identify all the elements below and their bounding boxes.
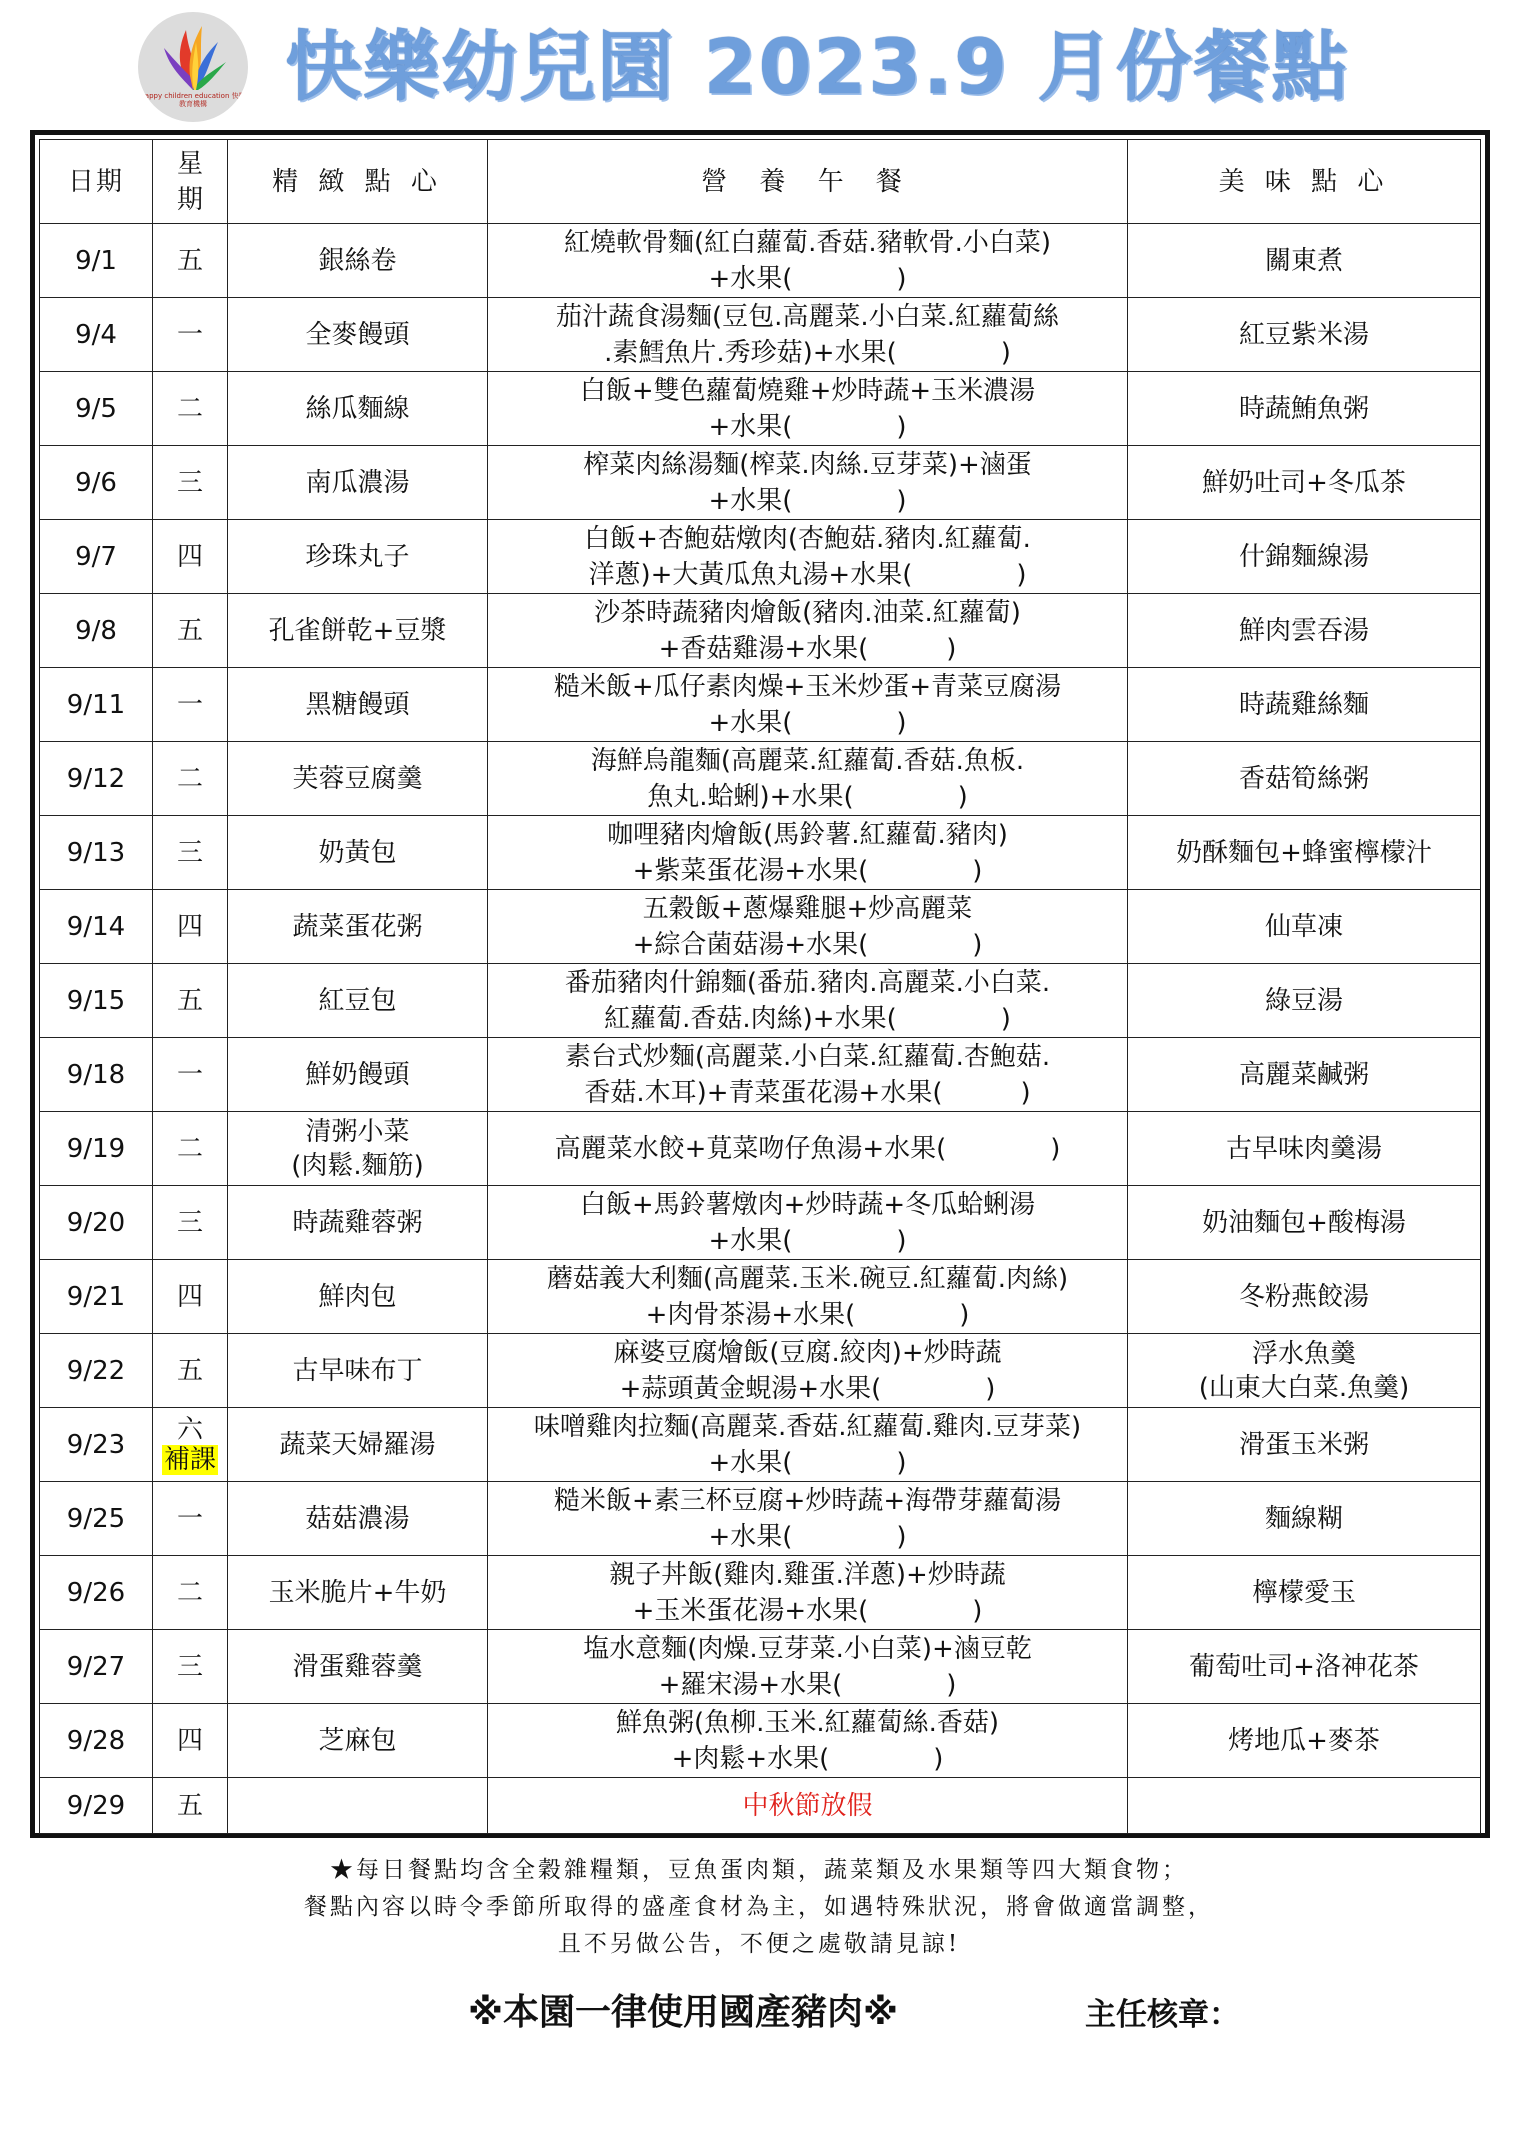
- snack2-cell: 仙草凍: [1128, 890, 1481, 964]
- snack1-cell: 滑蛋雞蓉羹: [228, 1630, 488, 1704]
- table-row: [40, 520, 1481, 594]
- snack2-cell: 關東煮: [1128, 224, 1481, 298]
- weekday-text: 一: [176, 319, 203, 350]
- date-cell: 9/11: [40, 668, 153, 742]
- date-cell: 9/15: [40, 964, 153, 1038]
- date-cell: 9/12: [40, 742, 153, 816]
- date-cell: 9/4: [40, 298, 153, 372]
- lunch-line: +水果( ): [708, 263, 907, 294]
- weekday-text: 四: [176, 1281, 203, 1312]
- logo-text: happy children education 快樂教育機構: [140, 92, 246, 108]
- weekday-cell: [153, 1260, 228, 1334]
- table-row: [40, 372, 1481, 446]
- weekday-cell: [153, 1186, 228, 1260]
- weekday-text: 四: [176, 541, 203, 572]
- weekday-cell: [153, 964, 228, 1038]
- weekday-text: 五: [176, 1790, 203, 1821]
- lunch-cell: [488, 1186, 1128, 1260]
- lunch-line: 白飯+雙色蘿蔔燒雞+炒時蔬+玉米濃湯: [579, 375, 1036, 406]
- header-date: 日期: [40, 140, 153, 224]
- snack1-cell: 時蔬雞蓉粥: [228, 1186, 488, 1260]
- lunch-cell: [488, 298, 1128, 372]
- header-snack1: 精 緻 點 心: [228, 140, 488, 224]
- snack2-cell: 奶油麵包+酸梅湯: [1128, 1186, 1481, 1260]
- snack1-cell: 菇菇濃湯: [228, 1482, 488, 1556]
- weekday-text: 二: [176, 393, 203, 424]
- lunch-cell: [488, 446, 1128, 520]
- menu-table: [39, 139, 1481, 1834]
- lunch-line: 糙米飯+素三杯豆腐+炒時蔬+海帶芽蘿蔔湯: [553, 1485, 1062, 1516]
- lunch-line: 蘑菇義大利麵(高麗菜.玉米.碗豆.紅蘿蔔.肉絲): [546, 1263, 1069, 1294]
- snack1-cell: 黑糖饅頭: [228, 668, 488, 742]
- lunch-cell: [488, 890, 1128, 964]
- weekday-cell: [153, 298, 228, 372]
- date-cell: 9/27: [40, 1630, 153, 1704]
- lunch-cell: [488, 1704, 1128, 1778]
- snack2-cell: 高麗菜鹹粥: [1128, 1038, 1481, 1112]
- lunch-line: 魚丸.蛤蜊)+水果( ): [647, 781, 968, 812]
- lunch-line: +水果( ): [708, 707, 907, 738]
- snack2-cell: 什錦麵線湯: [1128, 520, 1481, 594]
- date-cell: 9/22: [40, 1334, 153, 1408]
- lunch-line: 白飯+杏鮑菇燉肉(杏鮑菇.豬肉.紅蘿蔔.: [584, 523, 1031, 554]
- weekday-cell: [153, 224, 228, 298]
- lunch-cell: [488, 520, 1128, 594]
- date-cell: 9/20: [40, 1186, 153, 1260]
- date-cell: 9/8: [40, 594, 153, 668]
- snack2-cell: 時蔬鮪魚粥: [1128, 372, 1481, 446]
- lunch-line: 糙米飯+瓜仔素肉燥+玉米炒蛋+青菜豆腐湯: [553, 671, 1062, 702]
- snack1-cell: 古早味布丁: [228, 1334, 488, 1408]
- snack1-cell: [228, 1112, 488, 1186]
- lunch-cell: [488, 594, 1128, 668]
- lunch-line: +水果( ): [708, 485, 907, 516]
- lunch-line: +水果( ): [708, 411, 907, 442]
- date-cell: 9/19: [40, 1112, 153, 1186]
- table-header-row: [40, 140, 1481, 224]
- lunch-line: 素台式炒麵(高麗菜.小白菜.紅蘿蔔.杏鮑菇.: [564, 1041, 1051, 1072]
- weekday-text: 三: [176, 1651, 203, 1682]
- table-row: [40, 1260, 1481, 1334]
- lunch-line: 紅蘿蔔.香菇.肉絲)+水果( ): [604, 1003, 1011, 1034]
- note-line: ★每日餐點均含全穀雜糧類，豆魚蛋肉類，蔬菜類及水果類等四大類食物；: [330, 1857, 1188, 1883]
- snack1-cell: 絲瓜麵線: [228, 372, 488, 446]
- lunch-line: 榨菜肉絲湯麵(榨菜.肉絲.豆芽菜)+滷蛋: [583, 449, 1032, 480]
- lunch-cell: [488, 1556, 1128, 1630]
- director-stamp-label: 主任核章：: [1085, 1997, 1240, 2033]
- table-row: [40, 446, 1481, 520]
- lunch-cell: [488, 1408, 1128, 1482]
- lunch-line: +紫菜蛋花湯+水果( ): [632, 855, 983, 886]
- lunch-line: 五穀飯+蔥爆雞腿+炒高麗菜: [642, 893, 973, 924]
- weekday-text: 二: [176, 1133, 203, 1164]
- weekday-cell: [153, 1038, 228, 1112]
- weekday-cell: [153, 1778, 228, 1834]
- table-row: [40, 1112, 1481, 1186]
- snack1-line: 清粥小菜: [305, 1116, 410, 1147]
- weekday-cell: [153, 1112, 228, 1186]
- table-row: [40, 890, 1481, 964]
- weekday-cell: [153, 520, 228, 594]
- menu-body: [40, 224, 1481, 1834]
- snack2-cell: 鮮肉雲吞湯: [1128, 594, 1481, 668]
- snack1-cell: 奶黃包: [228, 816, 488, 890]
- snack2-cell: [1128, 1334, 1481, 1408]
- weekday-cell: [153, 668, 228, 742]
- date-cell: 9/1: [40, 224, 153, 298]
- snack2-cell: 紅豆紫米湯: [1128, 298, 1481, 372]
- weekday-cell: [153, 594, 228, 668]
- snack1-cell: 鮮肉包: [228, 1260, 488, 1334]
- snack1-cell: 銀絲卷: [228, 224, 488, 298]
- lunch-cell: [488, 816, 1128, 890]
- weekday-cell: [153, 1556, 228, 1630]
- lunch-line: 麻婆豆腐燴飯(豆腐.絞肉)+炒時蔬: [613, 1337, 1002, 1368]
- lunch-cell: [488, 1630, 1128, 1704]
- weekday-cell: [153, 446, 228, 520]
- weekday-text: 四: [176, 1725, 203, 1756]
- snack2-cell: 古早味肉羹湯: [1128, 1112, 1481, 1186]
- lunch-line: 鮮魚粥(魚柳.玉米.紅蘿蔔絲.香菇): [615, 1707, 1000, 1738]
- table-row: [40, 1408, 1481, 1482]
- lunch-line: +玉米蛋花湯+水果( ): [632, 1595, 983, 1626]
- weekday-text: 一: [176, 689, 203, 720]
- header-lunch: 營 養 午 餐: [488, 140, 1128, 224]
- weekday-text: 一: [176, 1059, 203, 1090]
- lunch-line: 高麗菜水餃+莧菜吻仔魚湯+水果( ): [554, 1133, 1061, 1164]
- date-cell: 9/28: [40, 1704, 153, 1778]
- date-cell: 9/25: [40, 1482, 153, 1556]
- snack2-line: 浮水魚羹: [1251, 1338, 1356, 1369]
- date-cell: 9/5: [40, 372, 153, 446]
- table-row: [40, 742, 1481, 816]
- lunch-cell: [488, 1334, 1128, 1408]
- date-cell: 9/18: [40, 1038, 153, 1112]
- weekday-cell: [153, 1334, 228, 1408]
- table-row: [40, 668, 1481, 742]
- weekday-text: 三: [176, 467, 203, 498]
- weekday-cell: [153, 1630, 228, 1704]
- snack2-cell: 烤地瓜+麥茶: [1128, 1704, 1481, 1778]
- note-line: 餐點內容以時令季節所取得的盛產食材為主，如遇特殊狀況，將會做適當調整，: [304, 1894, 1214, 1920]
- weekday-text: 一: [176, 1503, 203, 1534]
- header-weekday-text: 星期: [177, 148, 210, 215]
- pork-notice: ※本園一律使用國產豬肉※: [468, 1992, 898, 2033]
- table-row: [40, 1556, 1481, 1630]
- header-weekday: [153, 140, 228, 224]
- lunch-line: 味噌雞肉拉麵(高麗菜.香菇.紅蘿蔔.雞肉.豆芽菜): [533, 1411, 1082, 1442]
- weekday-cell: [153, 1704, 228, 1778]
- table-row: [40, 298, 1481, 372]
- lunch-cell: [488, 224, 1128, 298]
- page-title: 快樂幼兒園 2023.9 月份餐點: [285, 22, 1350, 111]
- school-logo: [138, 12, 248, 122]
- lunch-line: 塩水意麵(肉燥.豆芽菜.小白菜)+滷豆乾: [583, 1633, 1032, 1664]
- weekday-cell: [153, 890, 228, 964]
- note-line: 且不另做公告，不便之處敬請見諒!: [557, 1931, 961, 1957]
- table-row: [40, 594, 1481, 668]
- snack2-cell: 香菇筍絲粥: [1128, 742, 1481, 816]
- table-row: [40, 1186, 1481, 1260]
- snack1-cell: 鮮奶饅頭: [228, 1038, 488, 1112]
- weekday-text: 五: [176, 615, 203, 646]
- lunch-line: 親子丼飯(雞肉.雞蛋.洋蔥)+炒時蔬: [609, 1559, 1006, 1590]
- weekday-cell: [153, 1482, 228, 1556]
- table-row: [40, 1482, 1481, 1556]
- snack1-cell: 紅豆包: [228, 964, 488, 1038]
- header-snack2: 美 味 點 心: [1128, 140, 1481, 224]
- lunch-line: +肉鬆+水果( ): [671, 1743, 944, 1774]
- snack1-cell: 全麥饅頭: [228, 298, 488, 372]
- lunch-line: 番茄豬肉什錦麵(番茄.豬肉.高麗菜.小白菜.: [564, 967, 1051, 998]
- snack2-cell: 奶酥麵包+蜂蜜檸檬汁: [1128, 816, 1481, 890]
- table-row: [40, 1630, 1481, 1704]
- lunch-line: +水果( ): [708, 1521, 907, 1552]
- menu-table-frame: [30, 130, 1490, 1838]
- date-cell: 9/21: [40, 1260, 153, 1334]
- weekday-text: 五: [176, 245, 203, 276]
- weekday-text: 二: [176, 1577, 203, 1608]
- lunch-line: 洋蔥)+大黃瓜魚丸湯+水果( ): [588, 559, 1027, 590]
- snack2-cell: 綠豆湯: [1128, 964, 1481, 1038]
- snack1-cell: 南瓜濃湯: [228, 446, 488, 520]
- lunch-line: 香菇.木耳)+青菜蛋花湯+水果( ): [584, 1077, 1031, 1108]
- snack2-line: (山東大白菜.魚羹): [1198, 1372, 1410, 1403]
- lunch-line: +水果( ): [708, 1225, 907, 1256]
- lunch-line: 咖哩豬肉燴飯(馬鈴薯.紅蘿蔔.豬肉): [607, 819, 1008, 850]
- snack2-cell: 葡萄吐司+洛神花茶: [1128, 1630, 1481, 1704]
- snack2-cell: 冬粉燕餃湯: [1128, 1260, 1481, 1334]
- table-row: [40, 1778, 1481, 1834]
- weekday-text: 六: [176, 1414, 203, 1445]
- snack1-cell: 玉米脆片+牛奶: [228, 1556, 488, 1630]
- weekday-cell: [153, 742, 228, 816]
- table-row: [40, 224, 1481, 298]
- table-row: [40, 964, 1481, 1038]
- date-cell: 9/23: [40, 1408, 153, 1482]
- date-cell: 9/14: [40, 890, 153, 964]
- table-row: [40, 1038, 1481, 1112]
- lunch-line: .素鱈魚片.秀珍菇)+水果( ): [604, 337, 1011, 368]
- lunch-line: 海鮮烏龍麵(高麗菜.紅蘿蔔.香菇.魚板.: [590, 745, 1025, 776]
- snack2-cell: 檸檬愛玉: [1128, 1556, 1481, 1630]
- page-header: [0, 0, 1518, 130]
- snack1-cell: 蔬菜蛋花粥: [228, 890, 488, 964]
- snack1-cell: 珍珠丸子: [228, 520, 488, 594]
- weekday-text: 二: [176, 763, 203, 794]
- snack1-cell: 芝麻包: [228, 1704, 488, 1778]
- lunch-cell: [488, 964, 1128, 1038]
- lunch-cell: [488, 668, 1128, 742]
- table-row: [40, 1334, 1481, 1408]
- weekday-text: 三: [176, 837, 203, 868]
- snack2-cell: [1128, 1778, 1481, 1834]
- snack1-line: (肉鬆.麵筋): [291, 1150, 424, 1181]
- lunch-line: +香菇雞湯+水果( ): [658, 633, 957, 664]
- lunch-line: +水果( ): [708, 1447, 907, 1478]
- lunch-cell: [488, 1260, 1128, 1334]
- snack2-cell: 麵線糊: [1128, 1482, 1481, 1556]
- lunch-line: 白飯+馬鈴薯燉肉+炒時蔬+冬瓜蛤蜊湯: [579, 1189, 1036, 1220]
- snack2-cell: 滑蛋玉米粥: [1128, 1408, 1481, 1482]
- lunch-cell: [488, 742, 1128, 816]
- weekday-cell: [153, 1408, 228, 1482]
- date-cell: 9/29: [40, 1778, 153, 1834]
- snack1-cell: 孔雀餅乾+豆漿: [228, 594, 488, 668]
- snack1-cell: [228, 1778, 488, 1834]
- snack1-cell: 蔬菜天婦羅湯: [228, 1408, 488, 1482]
- lunch-line: +綜合菌菇湯+水果( ): [632, 929, 983, 960]
- snack2-cell: 時蔬雞絲麵: [1128, 668, 1481, 742]
- weekday-text: 五: [176, 985, 203, 1016]
- lunch-line: +肉骨茶湯+水果( ): [645, 1299, 970, 1330]
- lunch-line: 紅燒軟骨麵(紅白蘿蔔.香菇.豬軟骨.小白菜): [563, 227, 1052, 258]
- lunch-cell: [488, 1482, 1128, 1556]
- weekday-text: 四: [176, 911, 203, 942]
- makeup-class-badge: 補課: [163, 1444, 216, 1475]
- weekday-text: 五: [176, 1355, 203, 1386]
- date-cell: 9/13: [40, 816, 153, 890]
- weekday-cell: [153, 372, 228, 446]
- date-cell: 9/6: [40, 446, 153, 520]
- lunch-line: +蒜頭黃金蜆湯+水果( ): [619, 1373, 996, 1404]
- lunch-line: 沙茶時蔬豬肉燴飯(豬肉.油菜.紅蘿蔔): [594, 597, 1021, 628]
- table-row: [40, 816, 1481, 890]
- date-cell: 9/7: [40, 520, 153, 594]
- notes: [0, 1852, 1518, 1963]
- table-row: [40, 1704, 1481, 1778]
- weekday-cell: [153, 816, 228, 890]
- holiday-cell: 中秋節放假: [488, 1778, 1128, 1834]
- weekday-text: 三: [176, 1207, 203, 1238]
- lunch-cell: [488, 372, 1128, 446]
- snack1-cell: 芙蓉豆腐羹: [228, 742, 488, 816]
- lunch-cell: [488, 1038, 1128, 1112]
- lunch-cell: [488, 1112, 1128, 1186]
- date-cell: 9/26: [40, 1556, 153, 1630]
- snack2-cell: 鮮奶吐司+冬瓜茶: [1128, 446, 1481, 520]
- lunch-line: +羅宋湯+水果( ): [658, 1669, 957, 1700]
- lunch-line: 茄汁蔬食湯麵(豆包.高麗菜.小白菜.紅蘿蔔絲: [556, 301, 1059, 332]
